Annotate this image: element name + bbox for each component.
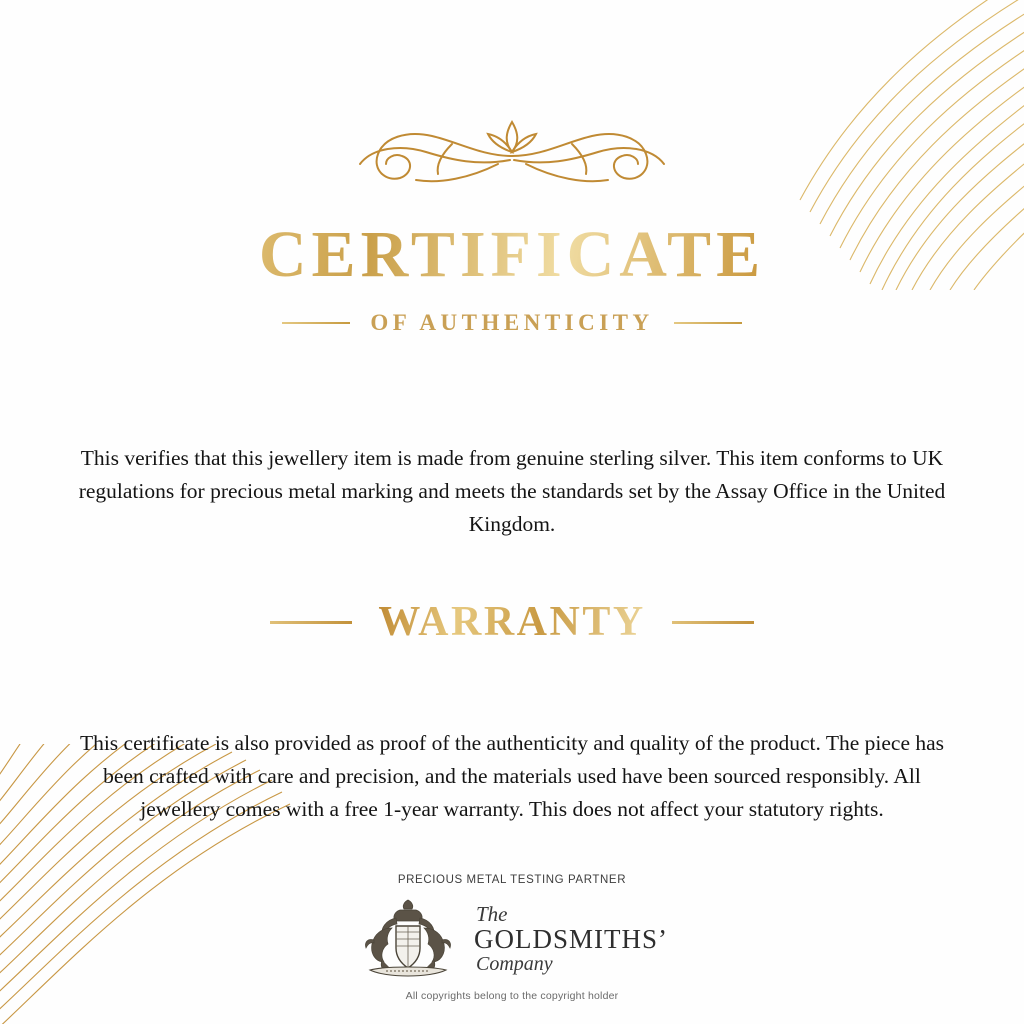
certificate-subtitle-row <box>0 310 1024 336</box>
certificate-subtitle: OF AUTHENTICITY <box>370 310 654 335</box>
title-block <box>0 218 1024 336</box>
partner-wordmark-suffix: Company <box>475 952 553 975</box>
subtitle-rule-left <box>282 322 350 324</box>
warranty-paragraph: This certificate is also provided as proof of the authenticity and quality of the product. The piece has been crafted with care and precision, and the materials used have been sourced responsibly. All jewellery comes with a free 1-year warranty. This does not affect your statutory rights. <box>79 730 945 822</box>
authenticity-paragraph: This verifies that this jewellery item is made from genuine sterling silver. This item conforms to UK regulations for precious metal marking and meets the standards set by the Assay Office in the United Kingdom. <box>78 445 946 537</box>
warranty-rule-left <box>270 621 352 624</box>
partner-wordmark <box>474 903 668 974</box>
partner-wordmark-name: GOLDSMITHS’ <box>473 924 668 955</box>
warranty-rule-right <box>672 621 754 624</box>
partner-label: PRECIOUS METAL TESTING PARTNER <box>397 874 627 886</box>
copyright-text: All copyrights belong to the copyright holder <box>405 990 619 1002</box>
footer <box>0 874 1024 1002</box>
partner-lockup <box>0 898 1024 980</box>
ornamental-flourish-icon <box>302 108 722 203</box>
partner-wordmark-the: The <box>475 902 508 927</box>
warranty-heading-row <box>0 598 1024 646</box>
subtitle-rule-right <box>674 322 742 324</box>
certificate-title: CERTIFICATE <box>0 222 1024 288</box>
heraldic-crest-icon <box>356 898 460 980</box>
warranty-heading: WARRANTY <box>378 599 646 645</box>
